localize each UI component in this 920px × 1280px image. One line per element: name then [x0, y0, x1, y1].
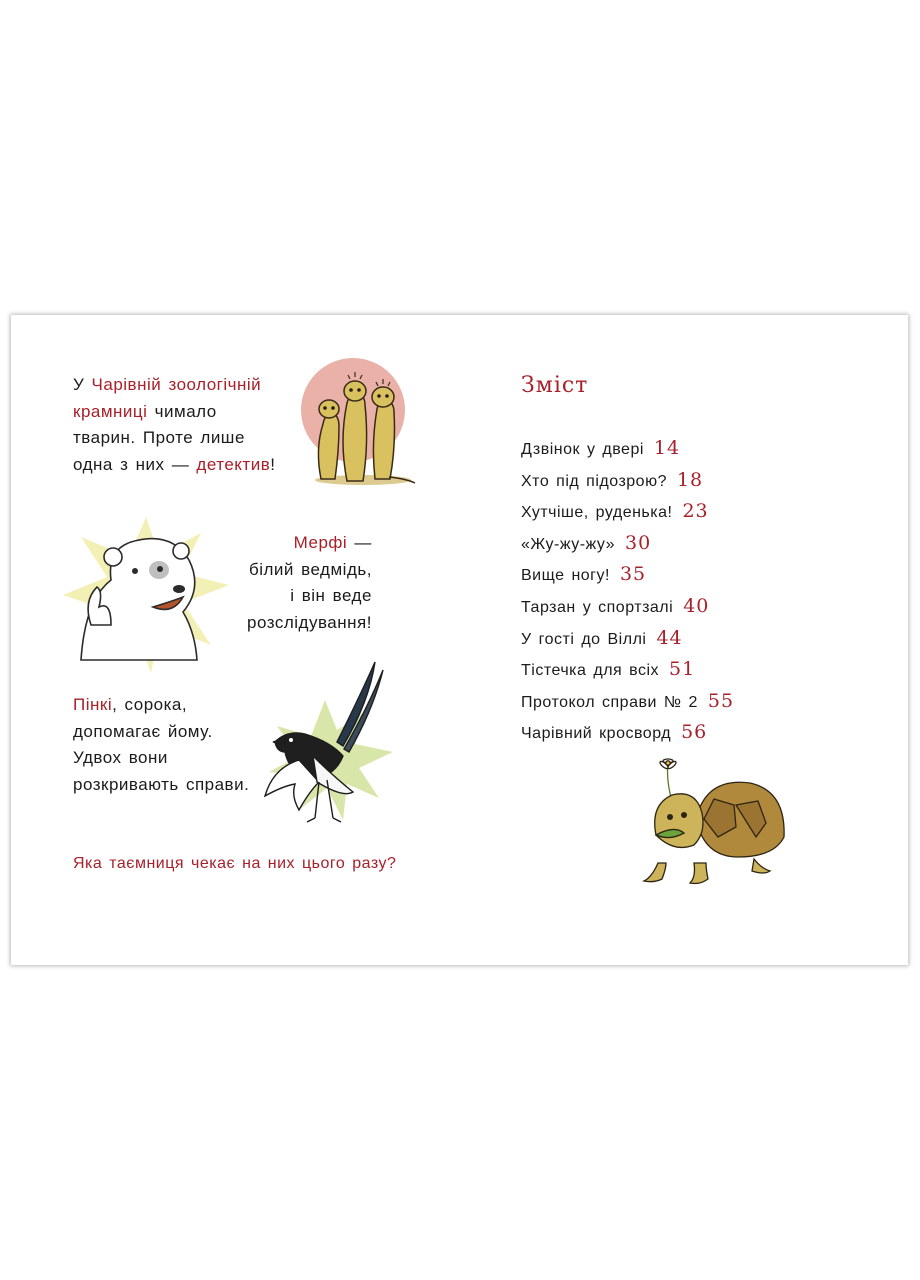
toc-entry-page: 23: [682, 500, 709, 523]
toc-entry: [521, 437, 734, 469]
polar-bear-illustration: [61, 515, 231, 675]
highlighted-text: Пінкі: [73, 695, 113, 714]
toc-entry: [521, 500, 734, 532]
text-run: і він веде: [290, 586, 372, 605]
text-run: !: [270, 454, 276, 474]
toc-entry-title: «Жу-жу-жу»: [521, 535, 615, 553]
toc-entry-page: 51: [669, 658, 696, 681]
text-line: [247, 530, 372, 557]
text-run: розслідування!: [247, 612, 372, 632]
toc-entry-page: 30: [625, 531, 652, 554]
text-line: [73, 719, 249, 746]
tortoise-illustration: [636, 755, 796, 895]
highlighted-text: крамниці: [73, 401, 148, 421]
murphy-paragraph: [247, 530, 372, 636]
text-run: чимало: [147, 401, 217, 421]
toc-entry-page: 55: [707, 689, 735, 712]
meerkats-illustration: [293, 357, 423, 487]
toc-entry: [521, 690, 734, 722]
text-run: одна з них —: [73, 454, 197, 474]
highlighted-text: Мерфі: [293, 533, 348, 552]
table-of-contents: [521, 437, 734, 753]
text-line: [73, 692, 249, 719]
toc-entry-title: Тістечка для всіх: [521, 662, 660, 680]
toc-entry-page: 56: [681, 721, 708, 744]
intro-paragraph: [73, 372, 275, 478]
toc-entry-title: Дзвінок у двері: [521, 441, 644, 458]
toc-entry-title: У гості до Віллі: [521, 630, 647, 648]
mystery-question: Яка таємниця чекає на них цього разу?: [73, 855, 397, 872]
magpie-illustration: [255, 660, 405, 830]
toc-entry: [521, 721, 734, 753]
text-run: , сорока,: [112, 695, 188, 714]
text-line: [73, 452, 275, 479]
toc-entry: [521, 627, 734, 659]
highlighted-text: детектив: [196, 454, 271, 474]
text-line: [73, 745, 249, 772]
toc-entry-title: Хутчіше, руденька!: [521, 504, 673, 522]
text-line: [247, 610, 372, 637]
toc-entry: [521, 469, 734, 501]
text-line: [73, 772, 249, 799]
toc-entry: [521, 563, 734, 595]
toc-entry: [521, 658, 734, 690]
text-run: —: [347, 533, 372, 552]
text-run: У: [73, 375, 92, 394]
toc-entry-title: Тарзан у спортзалі: [521, 598, 674, 616]
text-line: [73, 372, 275, 399]
toc-entry: [521, 595, 734, 627]
book-spread: [11, 315, 908, 965]
text-run: Удвох вони: [73, 748, 168, 767]
text-line: [73, 399, 275, 426]
toc-entry-page: 44: [656, 626, 683, 649]
toc-entry-title: Хто під підозрою?: [521, 472, 667, 490]
toc-entry-page: 35: [619, 563, 647, 586]
text-line: [247, 557, 372, 584]
text-line: [247, 583, 372, 610]
toc-entry-title: Вище ногу!: [521, 567, 610, 585]
text-run: розкривають справи.: [73, 774, 250, 794]
contents-title: Зміст: [521, 373, 589, 398]
toc-entry-page: 40: [683, 594, 710, 617]
text-line: [73, 425, 275, 452]
text-run: білий ведмідь,: [248, 559, 372, 579]
toc-entry: [521, 532, 734, 564]
text-run: тварин. Проте лише: [73, 428, 245, 447]
toc-entry-title: Протокол справи № 2: [521, 693, 698, 711]
toc-entry-page: 14: [653, 437, 681, 459]
pinky-paragraph: [73, 692, 249, 798]
toc-entry-title: Чарівний кросворд: [521, 725, 672, 743]
highlighted-text: Чарівній зоологічній: [91, 375, 262, 394]
toc-entry-page: 18: [676, 468, 704, 491]
text-run: допомагає йому.: [73, 721, 213, 741]
